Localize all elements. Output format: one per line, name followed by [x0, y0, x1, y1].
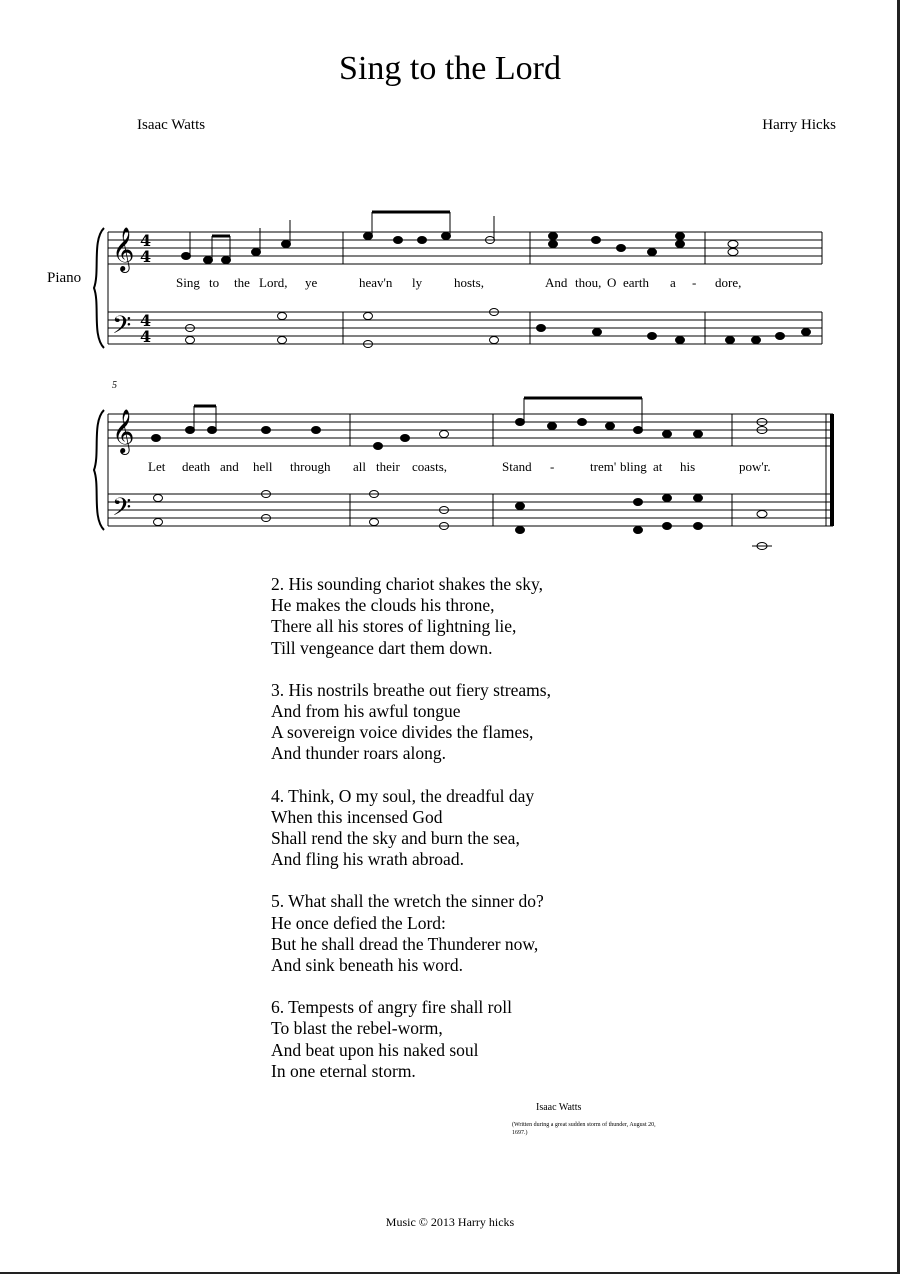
- lyricist-credit: Isaac Watts: [137, 117, 206, 133]
- verse-line: There all his stores of lightning lie,: [271, 616, 517, 637]
- svg-text:4: 4: [140, 311, 152, 330]
- footnote-author: Isaac Watts: [536, 1102, 582, 1113]
- instrument-label: Piano: [47, 270, 82, 286]
- lyric-syllable: and: [220, 459, 239, 474]
- lyric-syllable: at: [653, 459, 663, 474]
- verse-line: 3. His nostrils breathe out fiery streams,: [271, 679, 551, 700]
- lyric-syllable: Lord,: [259, 275, 288, 290]
- lyric-syllable: trem': [590, 459, 617, 474]
- svg-text:4: 4: [140, 247, 152, 266]
- verse-line: To blast the rebel-worm,: [271, 1018, 443, 1039]
- footnote-note: (Written during a great sudden storm of thunder, August 20, 1697.): [512, 1122, 656, 1136]
- lyric-syllable: And: [545, 275, 568, 290]
- verse-line: And thunder roars along.: [271, 743, 446, 764]
- verse-line: Shall rend the sky and burn the sea,: [271, 828, 520, 849]
- system2-bass-staff: [108, 494, 833, 526]
- lyric-syllable: dore,: [715, 275, 742, 290]
- svg-text:𝄞: 𝄞: [112, 409, 135, 453]
- lyric-syllable: their: [376, 459, 400, 474]
- verse-line: But he shall dread the Thunderer now,: [271, 933, 539, 954]
- svg-text:4: 4: [140, 231, 152, 250]
- verse-line: 2. His sounding chariot shakes the sky,: [271, 574, 544, 594]
- verse-line: He once defied the Lord:: [271, 912, 446, 933]
- verses: [271, 574, 691, 1103]
- lyric-syllable: a: [670, 275, 676, 290]
- lyric-syllable: ye: [305, 275, 318, 290]
- page-title: Sing to the Lord: [339, 50, 561, 87]
- lyric-syllable: Sing: [176, 275, 200, 290]
- lyric-syllable: ly: [412, 275, 423, 290]
- verse-line: He makes the clouds his throne,: [271, 595, 495, 616]
- lyric-syllable: hosts,: [454, 275, 484, 290]
- svg-text:4: 4: [140, 327, 152, 346]
- lyric-syllable: death: [182, 459, 211, 474]
- verse-block: [271, 680, 691, 765]
- composer-credit: Harry Hicks: [762, 117, 836, 133]
- verse-block: [271, 891, 691, 976]
- lyric-syllable: thou,: [575, 275, 602, 290]
- lyric-syllable: heav'n: [359, 275, 393, 290]
- verse-line: In one eternal storm.: [271, 1060, 416, 1081]
- verse-line: A sovereign voice divides the flames,: [271, 722, 534, 743]
- music-score: [0, 0, 900, 560]
- lyric-syllable: pow'r.: [739, 459, 771, 474]
- verse-line: Till vengeance dart them down.: [271, 637, 493, 658]
- verse-block: [271, 786, 691, 871]
- verse-line: 6. Tempests of angry fire shall roll: [271, 997, 512, 1018]
- lyric-syllable: -: [550, 459, 555, 474]
- verse-line: And sink beneath his word.: [271, 955, 463, 976]
- lyric-syllable: all: [353, 459, 366, 474]
- verse-line: 4. Think, O my soul, the dreadful day: [271, 785, 535, 806]
- system1-lyrics: [176, 275, 741, 290]
- bass-clef-icon: 𝄢: [112, 311, 132, 346]
- svg-text:𝄢: 𝄢: [112, 493, 132, 528]
- treble-clef-icon: 𝄞: [112, 227, 135, 271]
- system1-bass-staff: [108, 312, 822, 344]
- lyric-syllable: Stand: [502, 459, 532, 474]
- lyric-syllable: O: [607, 275, 617, 290]
- lyric-syllable: Let: [148, 459, 166, 474]
- measure-number: 5: [112, 380, 117, 391]
- verse-line: When this incensed God: [271, 806, 443, 827]
- verse-line: And fling his wrath abroad.: [271, 849, 464, 870]
- verse-line: And beat upon his naked soul: [271, 1039, 479, 1060]
- copyright: Music © 2013 Harry hicks: [385, 1215, 515, 1229]
- verse-line: 5. What shall the wretch the sinner do?: [271, 891, 544, 912]
- verse-line: And from his awful tongue: [271, 701, 461, 722]
- lyric-syllable: the: [234, 275, 250, 290]
- system2-lyrics: [148, 459, 771, 474]
- lyric-syllable: hell: [253, 459, 273, 474]
- lyric-syllable: bling: [620, 459, 647, 474]
- lyric-syllable: to: [209, 275, 220, 290]
- lyric-syllable: coasts,: [412, 459, 448, 474]
- verse-block: [271, 574, 691, 659]
- lyric-syllable: his: [680, 459, 696, 474]
- lyric-syllable: through: [290, 459, 331, 474]
- lyric-syllable: -: [692, 275, 697, 290]
- lyric-syllable: earth: [623, 275, 649, 290]
- verse-block: [271, 997, 691, 1082]
